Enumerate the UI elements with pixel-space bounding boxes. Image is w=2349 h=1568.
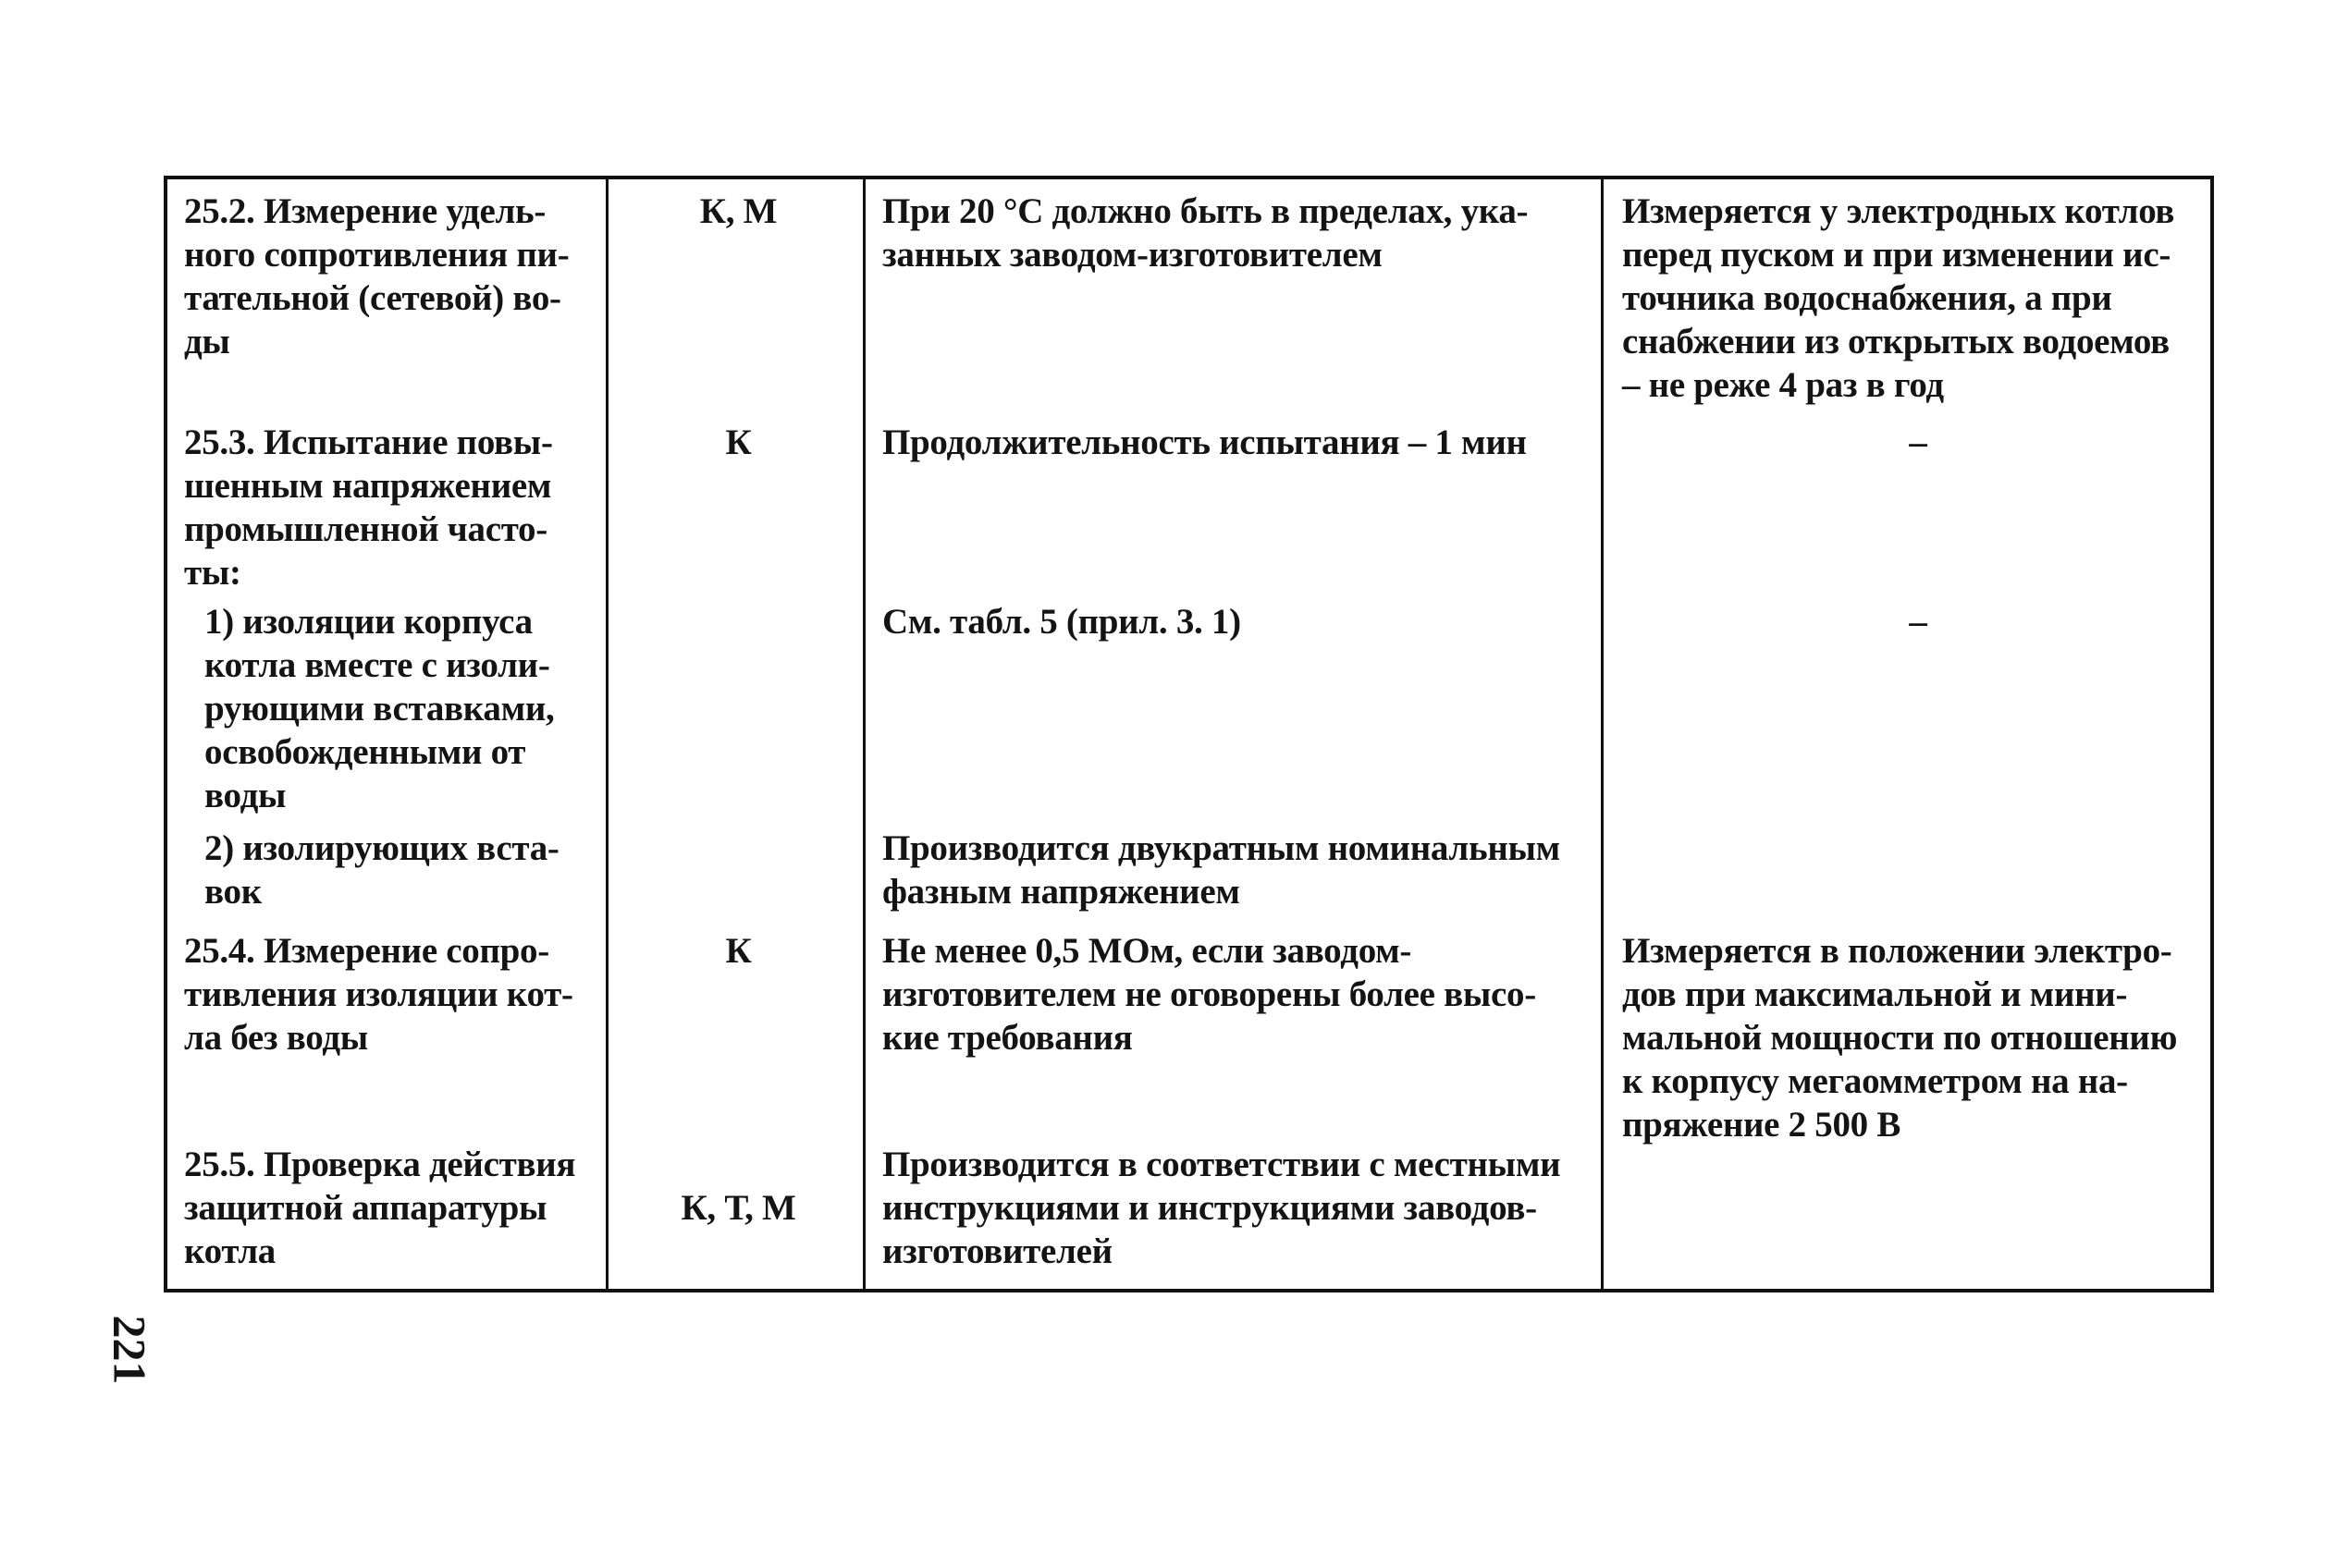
row-25-4-norm: Не менее 0,5 МОм, если заводом- изготовителем не оговорены более высо- кие требования [882, 931, 1536, 1058]
row-25-2-type: К, М [699, 191, 778, 231]
row-25-3-1-norm: См. табл. 5 (прил. 3. 1) [882, 602, 1241, 642]
row-25-2-norm: При 20 °С должно быть в пределах, ука- занных заводом-изготовителем [882, 191, 1529, 275]
column-divider [863, 179, 866, 1289]
row-25-3-norm: Продолжительность испытания – 1 мин [882, 423, 1527, 462]
row-25-4-item: 25.4. Измерение сопро- тивления изоляции кот- ла без воды [184, 931, 573, 1058]
requirements-table [164, 176, 2214, 1292]
row-25-3-type: К [725, 423, 752, 462]
page-number-text: 221 [104, 1315, 155, 1385]
row-25-3-2-item: 2) изолирующих вста- вок [204, 828, 560, 912]
row-25-5-type: К, Т, М [681, 1188, 796, 1228]
row-25-3-2-norm: Производится двукратным номинальным фазным напряжением [882, 828, 1560, 912]
row-25-4-type: К [725, 931, 752, 971]
row-25-3-note: – [1909, 423, 1927, 462]
row-25-5-norm: Производится в соответствии с местными инструкциями и инструкциями заводов- изготовителей [882, 1145, 1561, 1271]
row-25-3-1-note: – [1909, 602, 1927, 642]
column-divider [1601, 179, 1604, 1289]
page-number [102, 1308, 157, 1391]
row-25-3-1-item: 1) изоляции корпуса котла вместе с изоли- рующими вставками, освобожденными от воды [204, 602, 555, 815]
row-25-5-item: 25.5. Проверка действия защитной аппаратуры котла [184, 1145, 576, 1271]
row-25-2-note: Измеряется у электродных котлов перед пуском и при изменении ис- точника водоснабжения, а при снабжении из открытых водоемов – не реже 4 раз в год [1622, 191, 2175, 405]
row-25-3-item: 25.3. Испытание повы- шенным напряжением промышленной часто- ты: [184, 423, 553, 593]
row-25-2-item: 25.2. Измерение удель- ного сопротивления пи- тательной (сетевой) во- ды [184, 191, 570, 361]
row-25-4-note: Измеряется в положении электро- дов при максимальной и мини- мальной мощности по отношению к корпусу мегаомметром на на- пряжение 2 500 В [1622, 931, 2178, 1145]
